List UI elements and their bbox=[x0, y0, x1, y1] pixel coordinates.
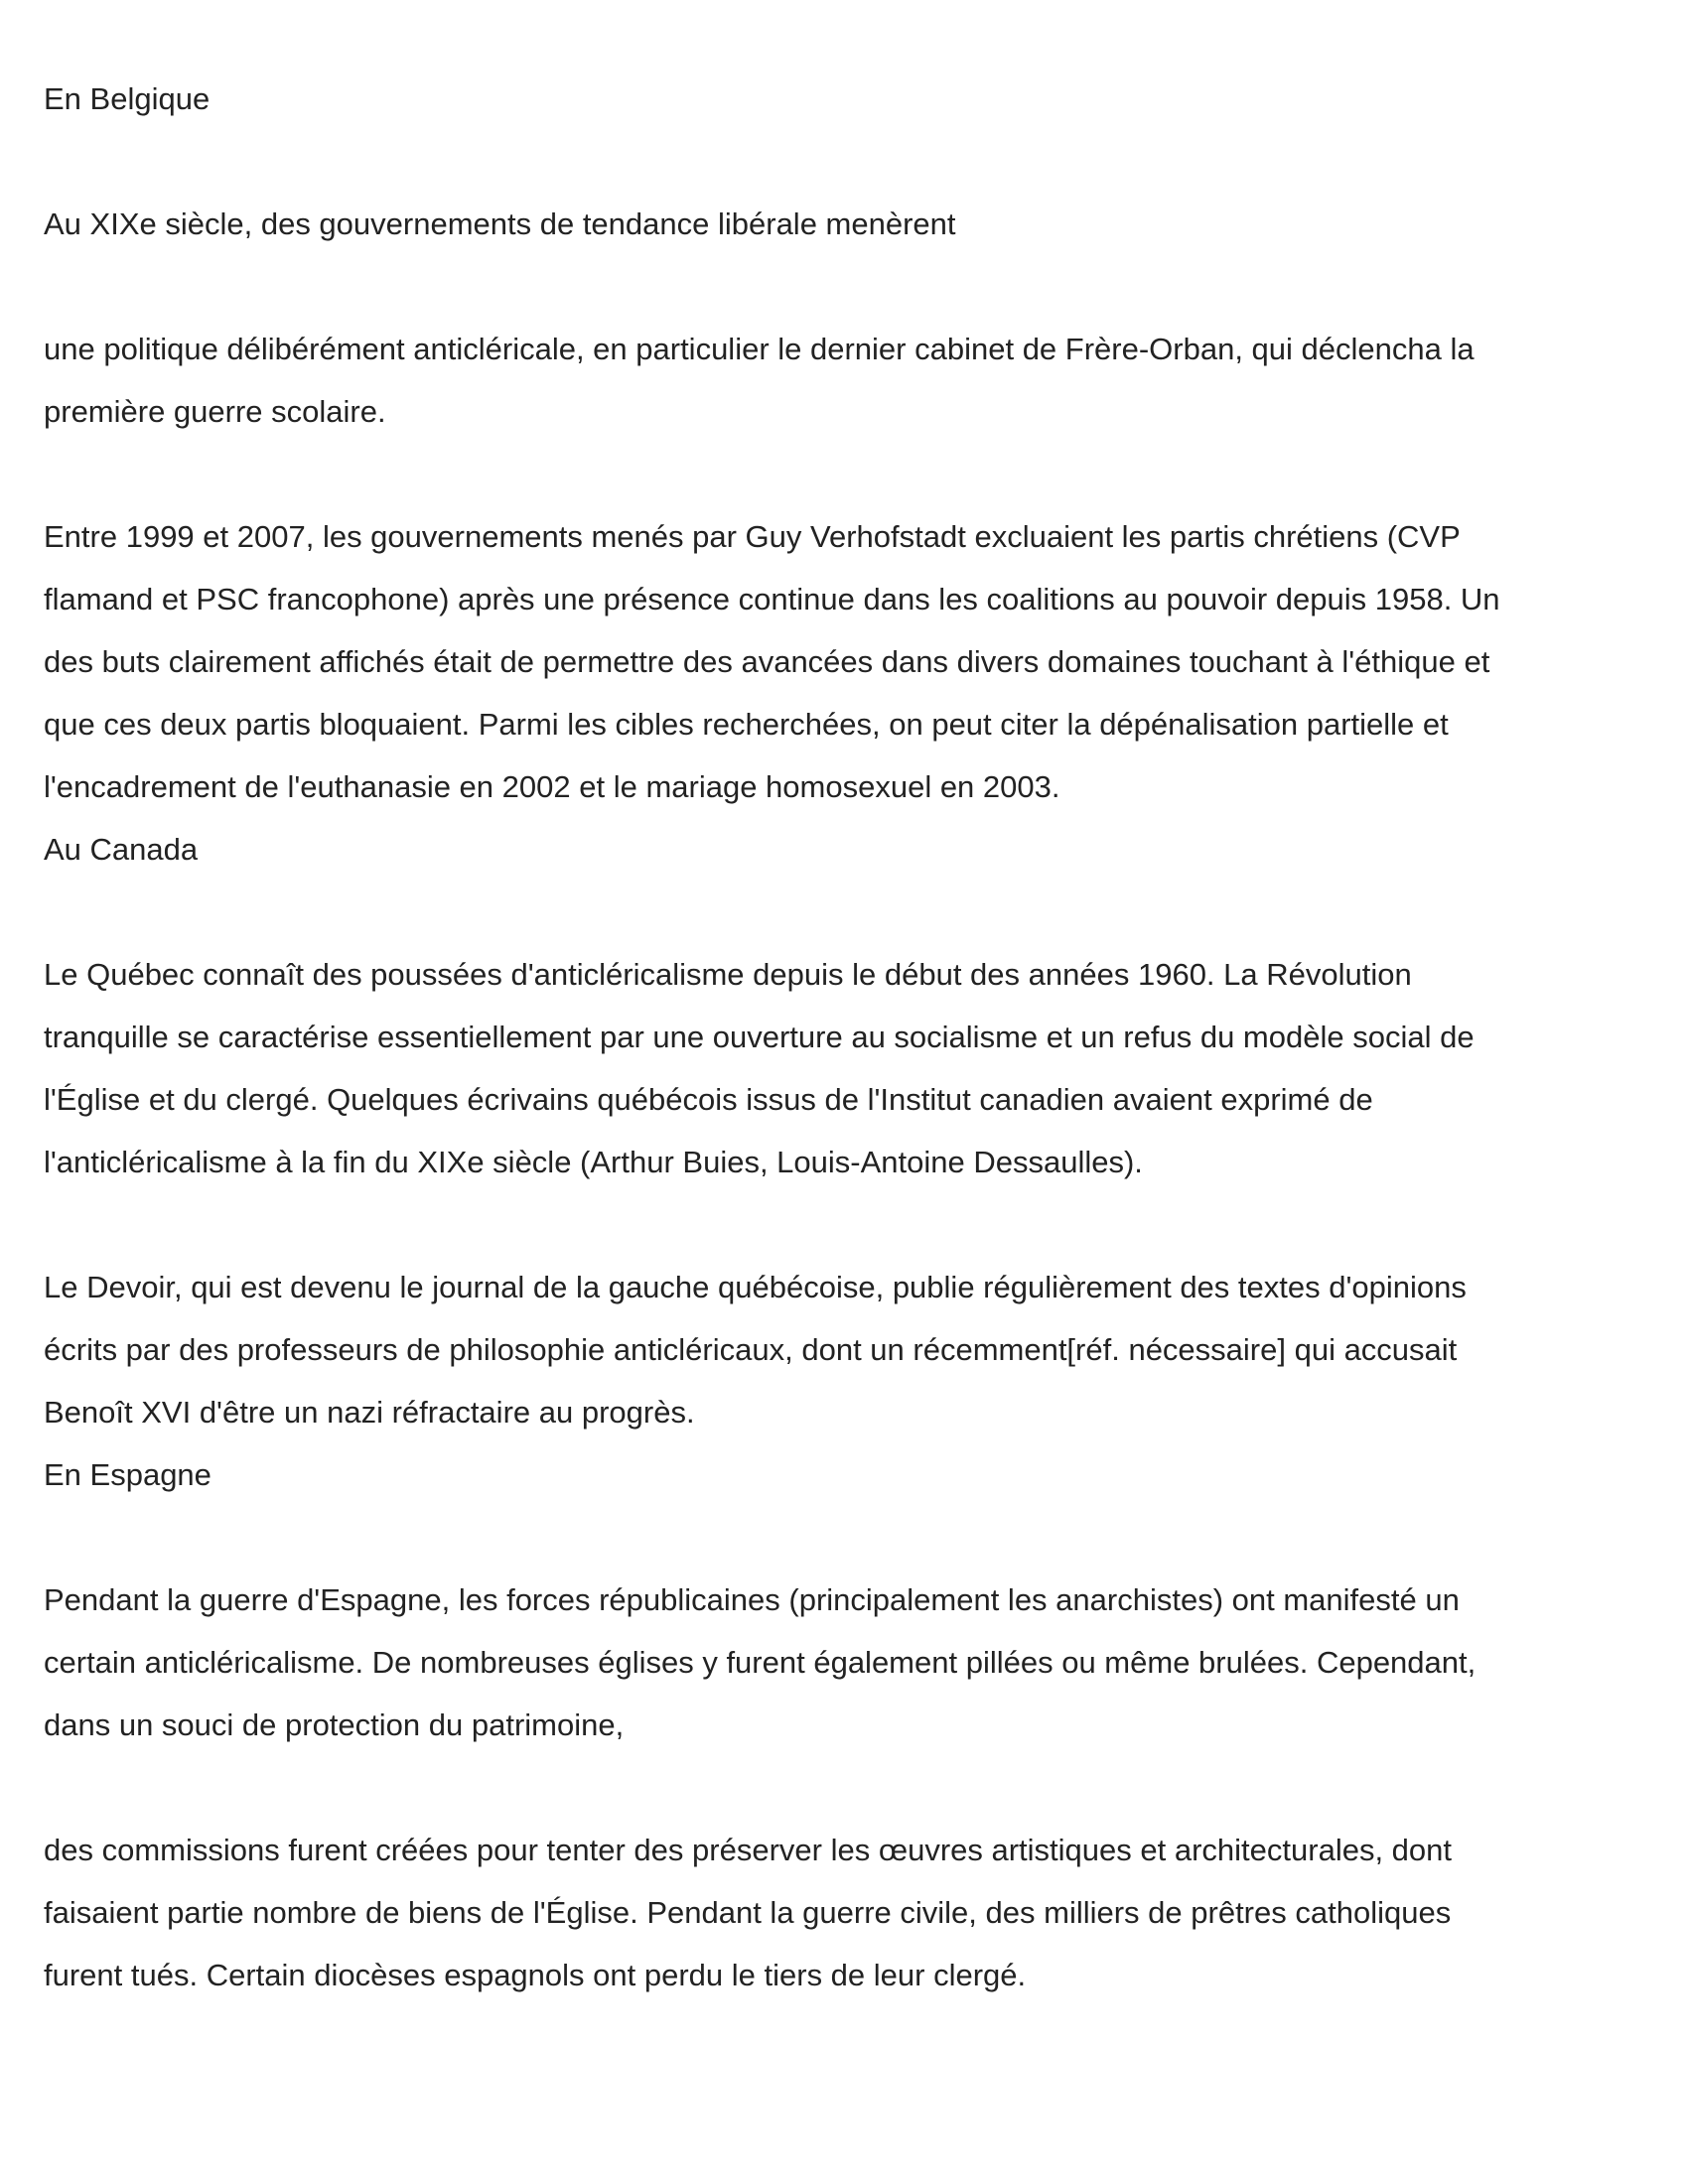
section-heading-canada: Au Canada bbox=[44, 832, 199, 867]
paragraph-line: première guerre scolaire. bbox=[44, 394, 386, 429]
spacer bbox=[44, 881, 1632, 943]
paragraph bbox=[44, 1256, 1632, 1443]
paragraph-line: certain anticléricalisme. De nombreuses églises y furent également pillées ou même brulées. Cependant, bbox=[44, 1645, 1477, 1680]
paragraph-line: Le Québec connaît des poussées d'anticléricalisme depuis le début des années 1960. La Révolution bbox=[44, 957, 1412, 992]
spacer bbox=[44, 1506, 1632, 1569]
paragraph-line: une politique délibérément anticléricale, en particulier le dernier cabinet de Frère-Orban, qui déclencha la bbox=[44, 332, 1475, 366]
paragraph-line: Benoît XVI d'être un nazi réfractaire au progrès. bbox=[44, 1395, 695, 1430]
document-page bbox=[44, 68, 1632, 2006]
paragraph-line: Au XIXe siècle, des gouvernements de tendance libérale menèrent bbox=[44, 206, 956, 241]
spacer bbox=[44, 255, 1632, 318]
paragraph bbox=[44, 318, 1632, 443]
paragraph-line: l'Église et du clergé. Quelques écrivains québécois issus de l'Institut canadien avaient exprimé de bbox=[44, 1082, 1373, 1117]
paragraph bbox=[44, 943, 1632, 1193]
paragraph-line: des commissions furent créées pour tenter des préserver les œuvres artistiques et architecturales, dont bbox=[44, 1833, 1453, 1867]
paragraph-line: Pendant la guerre d'Espagne, les forces républicaines (principalement les anarchistes) ont manifesté un bbox=[44, 1582, 1460, 1617]
paragraph-line: furent tués. Certain diocèses espagnols ont perdu le tiers de leur clergé. bbox=[44, 1958, 1027, 1992]
paragraph-line: écrits par des professeurs de philosophie anticléricaux, dont un récemment[réf. nécessaire] qui accusait bbox=[44, 1332, 1458, 1367]
paragraph-line: faisaient partie nombre de biens de l'Église. Pendant la guerre civile, des milliers de prêtres catholiques bbox=[44, 1895, 1452, 1930]
spacer bbox=[44, 443, 1632, 505]
spacer bbox=[44, 1756, 1632, 1819]
section-heading-espagne: En Espagne bbox=[44, 1457, 211, 1492]
section-heading-belgique: En Belgique bbox=[44, 81, 211, 116]
paragraph-line: Le Devoir, qui est devenu le journal de la gauche québécoise, publie régulièrement des textes d'opinions bbox=[44, 1270, 1467, 1304]
spacer bbox=[44, 130, 1632, 193]
paragraph-line: que ces deux partis bloquaient. Parmi les cibles recherchées, on peut citer la dépénalisation partielle et bbox=[44, 707, 1449, 742]
paragraph-line: dans un souci de protection du patrimoine, bbox=[44, 1707, 625, 1742]
paragraph-line: Entre 1999 et 2007, les gouvernements menés par Guy Verhofstadt excluaient les partis chrétiens (CVP bbox=[44, 519, 1461, 554]
paragraph-line: l'anticléricalisme à la fin du XIXe siècle (Arthur Buies, Louis-Antoine Dessaulles). bbox=[44, 1145, 1143, 1179]
paragraph bbox=[44, 505, 1632, 818]
paragraph bbox=[44, 1819, 1632, 2006]
paragraph-line: des buts clairement affichés était de permettre des avancées dans divers domaines touchant à l'éthique et bbox=[44, 644, 1490, 679]
paragraph-line: l'encadrement de l'euthanasie en 2002 et le mariage homosexuel en 2003. bbox=[44, 769, 1060, 804]
paragraph-line: flamand et PSC francophone) après une présence continue dans les coalitions au pouvoir depuis 1958. Un bbox=[44, 582, 1500, 616]
spacer bbox=[44, 1193, 1632, 1256]
paragraph bbox=[44, 1569, 1632, 1756]
paragraph-line: tranquille se caractérise essentiellement par une ouverture au socialisme et un refus du modèle social de bbox=[44, 1020, 1475, 1054]
